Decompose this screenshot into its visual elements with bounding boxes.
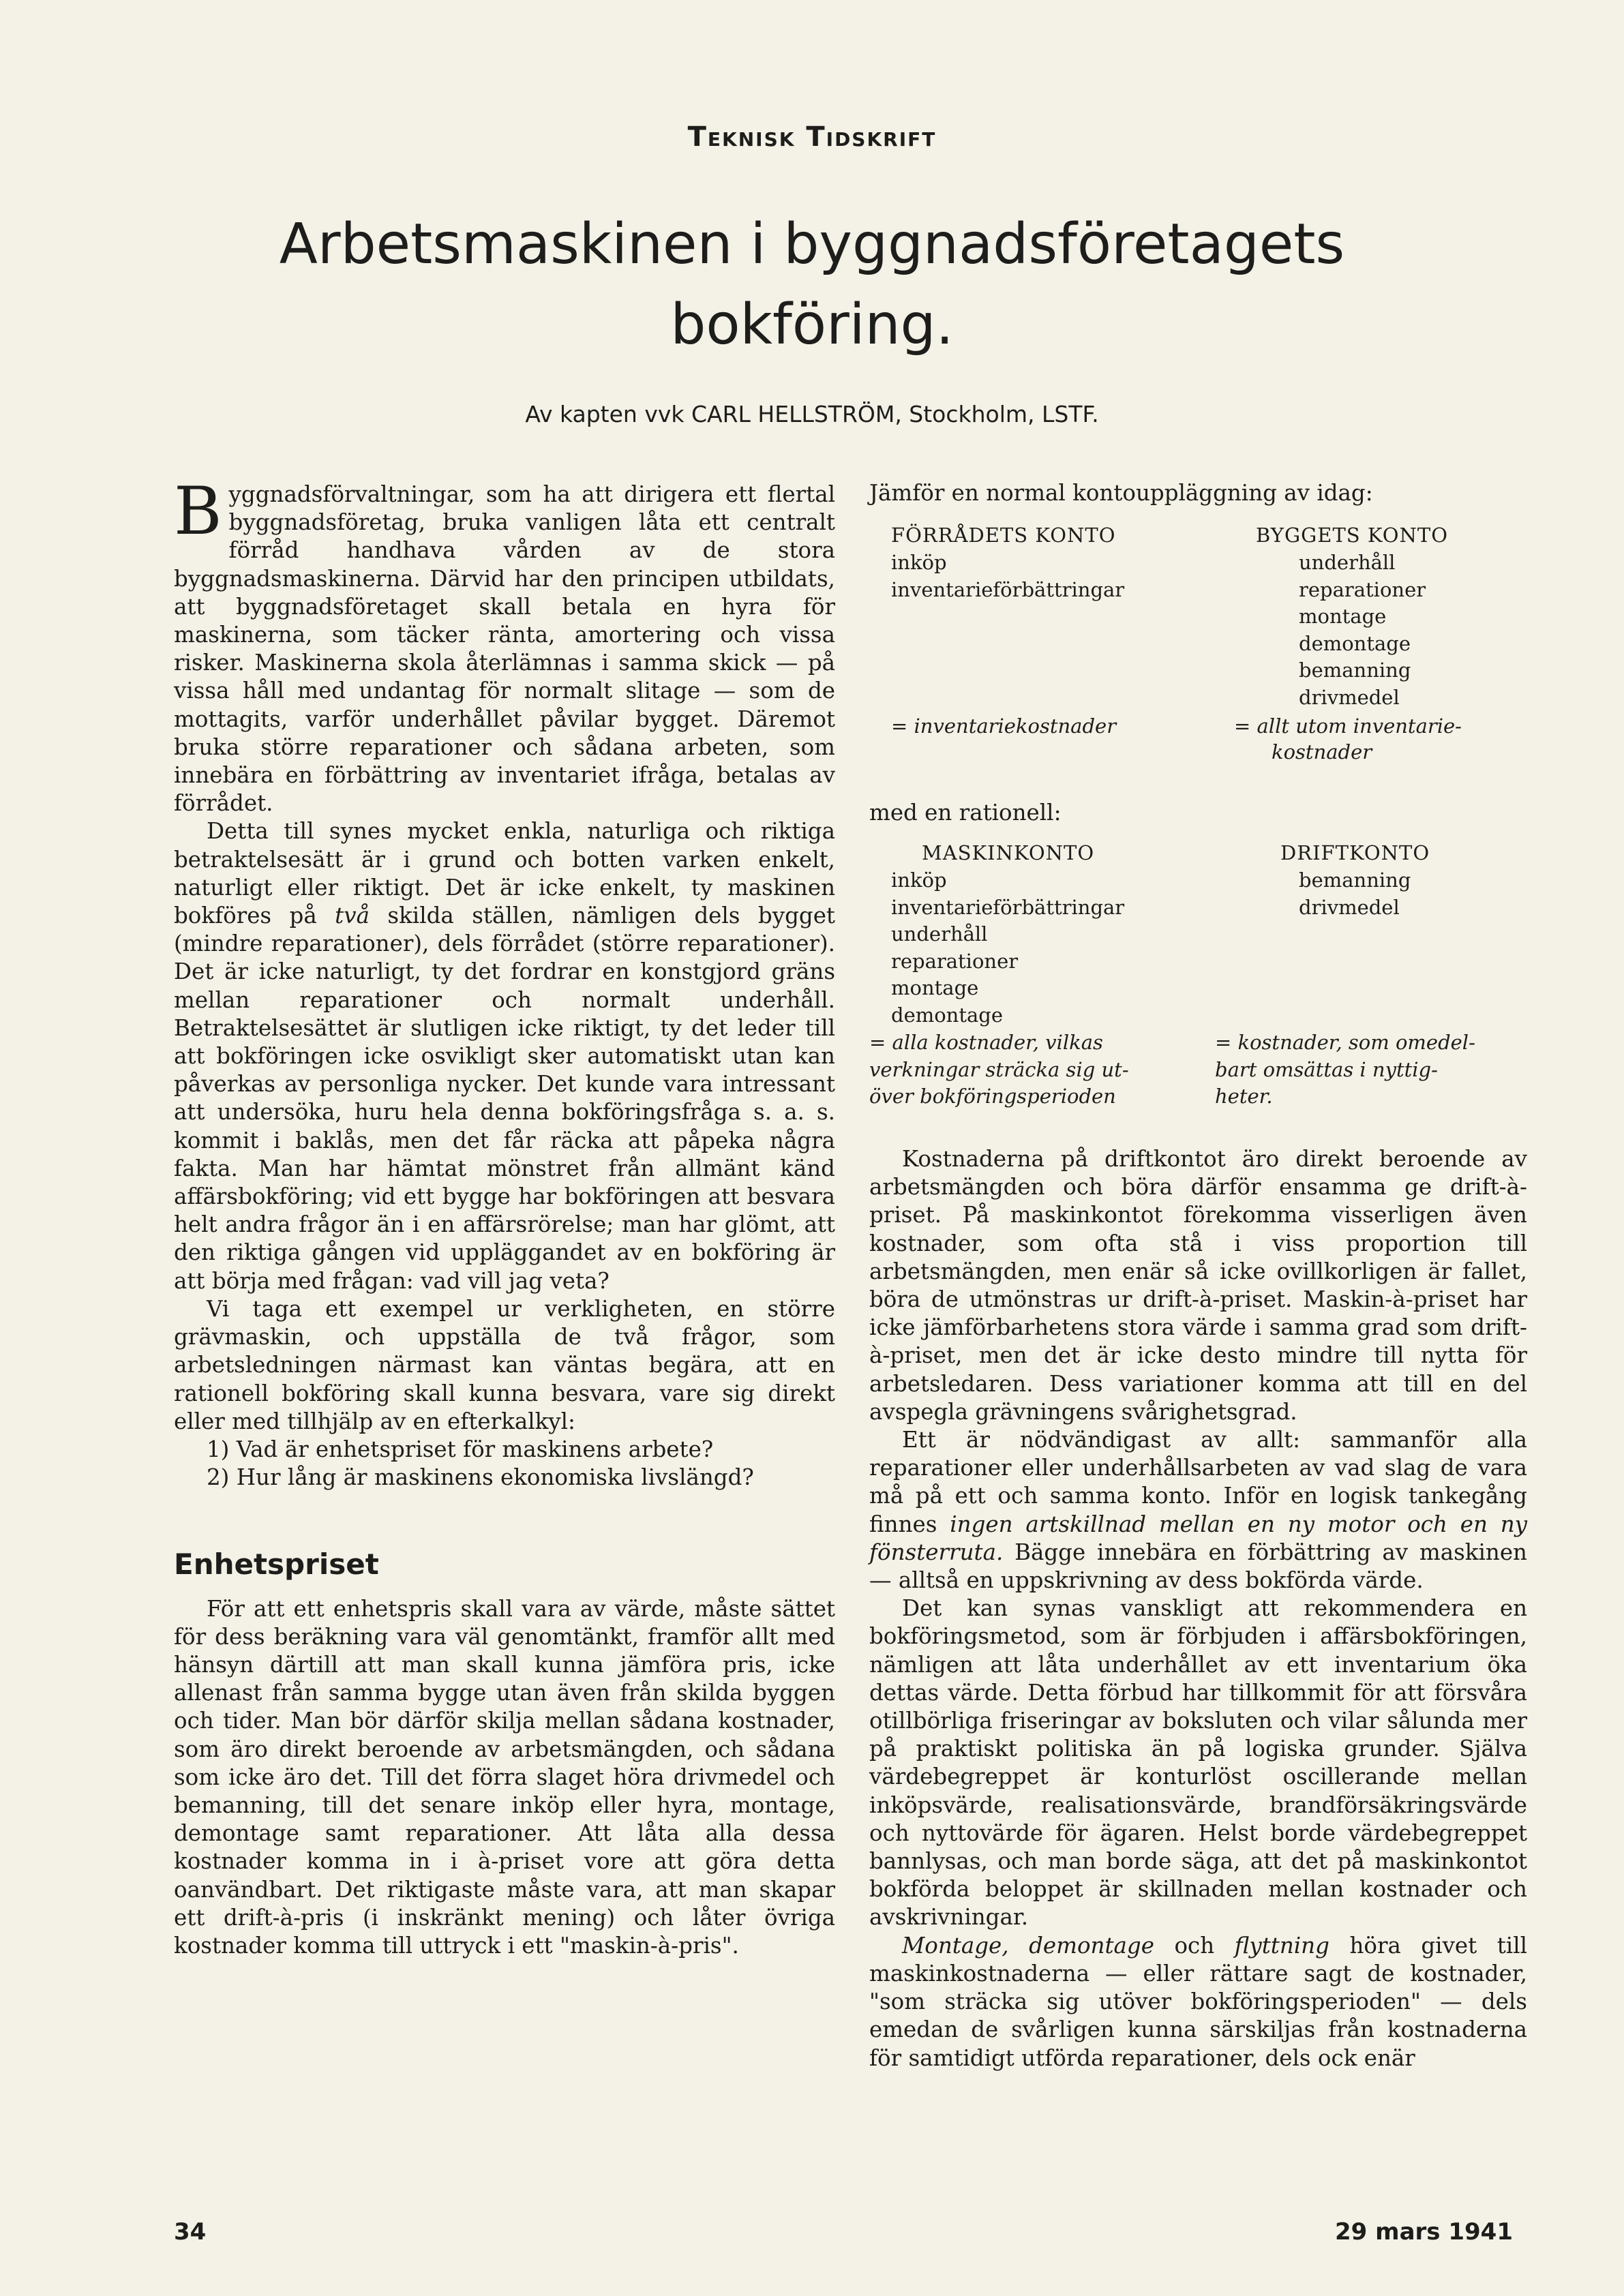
rational-intro: med en rationell: [869, 800, 1062, 826]
page-number: 34 [174, 2218, 207, 2246]
paragraph-example: Vi taga ett exempel ur verkligheten, en större grävmaskin, och uppställa de två frågor, som arbetsledningen närmast kan väntas begära, att en rationell bokföring skall kunna besvara, vare sig direkt eller med tillhjälp av en efterkalkyl: [174, 1295, 835, 1434]
drift-item: bemanning [1299, 868, 1411, 892]
drop-cap: B [174, 473, 222, 549]
drift-account-total [1215, 1029, 1475, 1111]
maskin-total-line: över bokföringsperioden [869, 1085, 1116, 1108]
drift-item: drivmedel [1299, 895, 1400, 919]
paragraph-montage-emphasis-2: flyttning [1234, 1932, 1329, 1959]
paragraph-critique-text-b: skilda ställen, nämligen dels bygget (mindre reparationer), dels förrådet (större reparationer). Det är icke naturligt, ty det fordrar en konstgjord gräns mellan reparationer och normalt underhåll. Betraktelsesättet är slutligen icke riktigt, ty det leder till att bokföringen icke osvikligt sker automatiskt utan kan påverkas av personliga nycker. Det kunde vara intressant att undersöka, huru hela denna bokföringsfråga s. a. s. kommit i baklås, men det får räcka att påpeka några fakta. Man har hämtat mönstret från allmänt känd affärsbokföring; vid ett bygge har bokföringen att besvara helt andra frågor än i en affärsrörelse; man har glömt, att den riktiga gången vid uppläggandet av en bokföring är att börja med frågan: vad vill jag veta? [174, 903, 835, 1294]
bygge-account-heading [1256, 522, 1448, 549]
question-2: 2) Hur lång är maskinens ekonomiska livslängd? [207, 1464, 754, 1491]
bygge-item: bemanning [1299, 659, 1411, 682]
drift-account-heading [1280, 840, 1430, 867]
left-column [174, 473, 835, 1960]
maskin-item: montage [891, 976, 979, 999]
drift-account-items [1299, 867, 1411, 921]
paragraph-value-concept: Det kan synas vanskligt att rekommendera en bokföringsmetod, som är förbjuden i affärsbokföringen, nämligen att låta underhållet av ett inventarium öka dettas värde. Detta förbud har tillkommit för att försvåra otillbörliga friseringar av boksluten och vilar sålunda mer på praktiskt politiska än på logiska grunder. Själva värdebegreppet är konturlöst oscillerande mellan inköpsvärde, realisationsvärde, brandförsäkringsvärde och nyttovärde för ägaren. Helst borde värdebegreppet bannlysas, och man borde säga, att det på maskinkontot bokförda beloppet är skillnaden mellan kostnader och avskrivningar. [869, 1595, 1527, 1931]
paragraph-intro-text: yggnadsförvaltningar, som ha att dirigera ett flertal byggnadsföretag, bruka vanligen låta ett centralt förråd handhava vården av de stora byggnadsmaskinerna. Därvid har den principen utbildats, att byggnadsföretaget skall betala en hyra för maskinerna, som täcker ränta, amortering och vissa risker. Maskinerna skola återlämnas i samma skick — på vissa håll med undantag för normalt slitage — som de mottagits, varför underhållet påvilar bygget. Däremot bruka större reparationer och sådana arbeten, som innebära en förbättring av inventariet ifråga, betalas av förrådet. [174, 481, 835, 817]
maskin-total-line: verkningar sträcka sig ut- [869, 1057, 1129, 1081]
bygge-account-total-1: = allt utom inventarie- [1234, 714, 1462, 738]
paragraph-montage-conj: och [1154, 1932, 1235, 1959]
forrad-item: inventarieförbättringar [891, 577, 1125, 601]
maskin-item: reparationer [891, 949, 1019, 973]
drift-heading-text: DRIFTKONTO [1280, 841, 1430, 864]
maskin-item: inventarieförbättringar [891, 895, 1125, 919]
bygge-item: underhåll [1299, 551, 1396, 574]
drift-total-line: heter. [1215, 1085, 1273, 1108]
maskin-item: demontage [891, 1003, 1004, 1027]
bygge-heading-text: BYGGETS KONTO [1256, 524, 1449, 547]
right-column [869, 1145, 1527, 2072]
paragraph-drift-costs: Kostnaderna på driftkontot äro direkt beroende av arbetsmängden och böra därför ensamma ge drift-à-priset. På maskinkontot förekomma visserligen även kostnader, som ofta stå i viss proportion till arbetsmängden, men enär så icke ovillkorligen är fallet, böra de utmönstras ur drift-à-priset. Maskin-à-priset har icke jämförbarhetens stora värde i samma grad som drift-à-priset, men det är icke desto mindre till nytta för arbetsledaren. Dess variationer komma att till en del avspegla grävningens svårighetsgrad. [869, 1146, 1527, 1425]
maskin-account-heading [922, 840, 1094, 867]
title-line-1: Arbetsmaskinen i byggnadsföretagets [279, 212, 1345, 277]
maskin-account-items [891, 867, 1124, 1029]
drift-total-line: = kostnader, som omedel- [1215, 1031, 1475, 1054]
maskin-item: inköp [891, 868, 947, 892]
maskin-heading-text: MASKINKONTO [922, 841, 1095, 864]
paragraph-repairs-text-a: Ett är nödvändigast av allt: sammanför alla reparationer eller underhållsarbeten av vad slag de vara må på ett och samma konto. Inför en logisk tankegång finnes [869, 1427, 1527, 1537]
question-1: 1) Vad är enhetspriset för maskinens arbete? [207, 1436, 714, 1462]
article-title [205, 205, 1419, 365]
accounts-intro: Jämför en normal kontouppläggning av idag: [869, 480, 1373, 506]
forrad-account-items [891, 549, 1124, 603]
paragraph-montage-text: höra givet till maskinkostnaderna — eller rättare sagt de kostnader, "som sträcka sig utöver bokföringsperioden" — dels emedan de svårligen kunna särskiljas från kostnaderna för samtidigt utförda reparationer, dels ock enär [869, 1932, 1527, 2071]
paragraph-montage-emphasis: Montage, demontage [902, 1932, 1154, 1959]
masthead: Teknisk Tidskrift [687, 121, 937, 153]
paragraph-critique-text-a: Detta till synes mycket enkla, naturliga och riktiga betraktelsesätt är i grund och botten varken enkelt, naturligt eller riktigt. Det är icke enkelt, ty maskinen bokföres på [174, 818, 835, 929]
bygge-item: montage [1299, 605, 1387, 628]
drift-total-line: bart omsättas i nyttig- [1215, 1057, 1438, 1081]
bygge-item: drivmedel [1299, 685, 1400, 709]
paragraph-repairs-text-b: Bägge innebära en förbättring av maskinen — alltså en uppskrivning av dess bokförda värde. [869, 1539, 1527, 1594]
forrad-account [891, 522, 1116, 549]
paragraph-critique-emphasis: två [335, 903, 370, 929]
title-line-2: bokföring. [670, 292, 954, 357]
paragraph-intro [174, 473, 835, 817]
paragraph-critique [174, 817, 835, 1295]
paragraph-repairs-emphasis: ingen artskillnad mellan en ny motor och en ny fönsterruta. [869, 1511, 1527, 1565]
bygge-account-items [1299, 549, 1426, 711]
paragraph-repairs [869, 1426, 1527, 1595]
byline: Av kapten vvk CARL HELLSTRÖM, Stockholm, LSTF. [525, 401, 1099, 427]
forrad-item: inköp [891, 551, 947, 574]
bygge-item: reparationer [1299, 577, 1426, 601]
bygge-account-total-2: kostnader [1272, 740, 1372, 764]
forrad-account-total: = inventariekostnader [891, 714, 1117, 738]
issue-date: 29 mars 1941 [1335, 2218, 1513, 2246]
maskin-account-total [869, 1029, 1129, 1111]
section-heading: Enhetspriset [174, 1547, 379, 1582]
paragraph-unit-price: För att ett enhetspris skall vara av värde, måste sättet för dess beräkning vara väl genomtänkt, framför allt med hänsyn därtill att man skall kunna jämföra pris, icke allenast från samma bygge utan även från skilda byggen och tider. Man bör därför skilja mellan sådana kostnader, som äro direkt beroende av arbetsmängden, och sådana som icke äro det. Till det förra slaget höra drivmedel och bemanning, till det senare inköp eller hyra, montage, demontage samt reparationer. Att låta alla dessa kostnader komma in i à-priset vore att göra detta oanvändbart. Det riktigaste måste vara, att man skapar ett drift-à-pris (i inskränkt mening) och låter övriga kostnader komma till uttryck i ett "maskin-à-pris". [174, 1595, 835, 1959]
bygge-item: demontage [1299, 631, 1411, 655]
forrad-account-heading: FÖRRÅDETS KONTO [891, 524, 1116, 547]
maskin-total-line: = alla kostnader, vilkas [869, 1031, 1103, 1054]
paragraph-montage [869, 1932, 1527, 2072]
maskin-item: underhåll [891, 922, 988, 946]
